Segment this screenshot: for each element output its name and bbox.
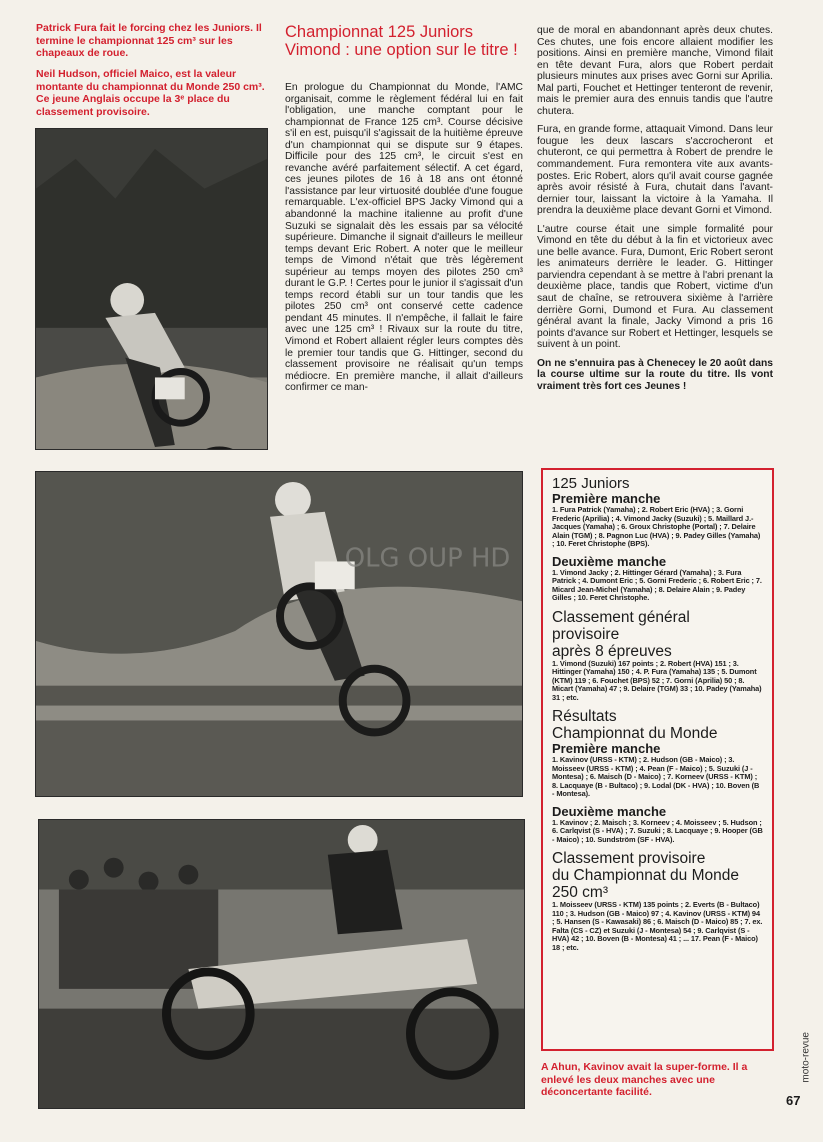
article-paragraph: L'autre course était une simple formalité pour Vimond en tête du début à la fin et victorieux avec une belle avance. Fura, Dumont, Eric Robert seront les animateurs derrière le leader. G. Hittinger parviendra cependant à se mettre à l'abri prenant la deuxième place, tandis que Robert, victime d'un saut de chaîne, se retrouvera sixième à l'arrière derrière Gorni, Dumond et Fura. Au classement général avant la finale, Jacky Vimond a pris 16 points d'avance sur Robert et Hettinger, lesquels se suivent à un point. — [537, 223, 773, 351]
photo-caption-kavinov: A Ahun, Kavinov avait la super-forme. Il a enlevé les deux manches avec une déconcertante facilité. — [541, 1061, 748, 1098]
photo-rider-fura — [35, 128, 268, 450]
results-heading-classement-general: Classement général — [552, 608, 690, 626]
results-title-125-juniors: 125 Juniors — [552, 475, 630, 492]
results-heading-classement-provisoire: Classement provisoire — [552, 850, 706, 867]
results-heading-resultats: Résultats — [552, 708, 617, 725]
article-column-1 — [285, 82, 523, 452]
results-box — [541, 468, 774, 1051]
results-heading-monde-manche-1: Première manche — [552, 741, 661, 756]
photo-rider-hudson-image — [36, 472, 522, 796]
article-paragraph: Fura, en grande forme, attaquait Vimond. Dans leur fougue les deux lascars s'accrocheront et chuteront, ce qui permettra à Robert de prendre le commandement. Fura remontera vite aux avants-postes. Eric Robert, alors qu'il avait course gagnée après avoir résisté à Fura, chutait dans l'avant-dernier tour, laissant la victoire à la Yamaha. Il prendra la deuxième place devant Gorni et Vimond. — [537, 124, 773, 217]
results-heading-championnat-monde: Championnat du Monde — [552, 725, 718, 742]
results-text-classement-general: 1. Vimond (Suzuki) 167 points ; 2. Robert (HVA) 151 ; 3. Hittinger (Yamaha) 150 ; 4. P. Fura (Yamaha) 135 ; 5. Dumont (KTM) 119 ; 6. Fouchet (BPS) 52 ; 7. Gorni (Aprilia) 50 ; 8. Micart (Yamaha) 47 ; 9. Delaire (TGM) 33 ; 10. Padey (Yamaha) 31 ; etc. — [552, 658, 762, 702]
results-text-classement-monde: 1. Moisseev (URSS - KTM) 135 points ; 2. Everts (B - Bultaco) 110 ; 3. Hudson (GB - Maico) 97 ; 4. Kavinov (URSS - KTM) 94 ; 5. Hansen (S - Kawasaki) 86 ; 6. Maisch (D - Maico) 85 ; 7. ex. Falta (CS - CZ) et Suzuki (J - Montesa) 54 ; 9. Carlqvist (S - HVA) 42 ; 10. Boven (B - Montesa) 41 ; ... 17. Pean (F - Maico) 18 ; etc. — [552, 900, 763, 952]
article-paragraph: On ne s'ennuira pas à Chenecey le 20 août dans la course ultime sur la route du titre. Ils vont vraiment très fort ces Jeunes ! — [537, 357, 773, 392]
photo-caption-hudson: Neil Hudson, officiel Maico, est la valeur montante du championnat du Monde 250 cm³. Ce jeune Anglais occupe la 3ᵉ place du classement provisoire. — [36, 68, 265, 118]
photo-caption-fura: Patrick Fura fait le forcing chez les Juniors. Il termine le championnat 125 cm³ sur les chapeaux de roue. — [36, 22, 262, 59]
photo-rider-hudson — [35, 471, 523, 797]
results-text-manche-1: 1. Fura Patrick (Yamaha) ; 2. Robert Eric (HVA) ; 3. Gorni Frederic (Aprilia) ; 4. Vimond Jacky (Suzuki) ; 5. Maillard J.-Jacques (Yamaha) ; 6. Groux Christophe (Portal) ; 7. Delaire Alain (TGM) ; 8. Pagnon Luc (HVA) ; 9. Padey Gilles (Yamaha) ; 10. Feret Christophe (BPS). — [552, 505, 761, 548]
page-number: 67 — [786, 1093, 801, 1108]
photo-rider-fura-image — [36, 129, 267, 449]
magazine-name: moto-revue — [801, 1032, 812, 1083]
article-column-2 — [537, 25, 773, 465]
results-heading-manche-1: Première manche — [552, 491, 661, 506]
results-heading-apres-8: après 8 épreuves — [552, 642, 672, 660]
article-paragraph: En prologue du Championnat du Monde, l'AMC organisait, comme le règlement fédéral lui en fait l'obligation, une manche comptant pour le championnat de France 125 cm³. Course décisive s'il en est, puisqu'il s'agissait de la huitième épreuve d'un championnat qui se dispute sur 9 étapes. Difficile pour des 125 cm³, le circuit s'est en revanche avéré parfaitement sélectif. A cet égard, ces jeunes pilotes de 16 à 18 ans ont étonné l'assistance par leur virtuosité doublée d'une fougue remarquable. L'ex-officiel BPS Jacky Vimond qui a abandonné la machine italienne au profit d'une Suzuki se signalait dès les essais par sa vélocité supérieure. Dimanche il signait d'ailleurs le meilleur temps devant Eric Robert. A noter que le meilleur temps de Vimond n'était que très légèrement supérieur au temps moyen des pilotes 250 cm³ durant le G.P. ! Certes pour le junior il s'agissait d'un temps record établi sur un tour tandis que les pilotes 250 cm³ ont conservé cette cadence pendant 45 minutes. Il n'empêche, il fallait le faire avec une 125 cm³ ! Rivaux sur la route du titre, Vimond et Robert allaient régler leurs comptes dès le premier tour tandis que G. Hittinger, second du classement provisoire ne réalisait qu'un temps médiocre. En première manche, il allait d'ailleurs confirmer ce man- — [285, 82, 523, 394]
results-heading-250: 250 cm³ — [552, 884, 608, 901]
article-headline: Championnat 125 Juniors Vimond : une option sur le titre ! — [285, 23, 518, 59]
photo-rider-kavinov-image — [39, 820, 524, 1108]
watermark-text: OLG OUP HD — [344, 543, 511, 574]
photo-rider-kavinov — [38, 819, 525, 1109]
results-text-monde-manche-1: 1. Kavinov (URSS - KTM) ; 2. Hudson (GB - Maico) ; 3. Moisseev (URSS - KTM) ; 4. Pean (F - Maico) ; 5. Suzuki (J - Montesa) ; 6. Maisch (D - Maico) ; 7. Korneev (URSS - KTM) ; 8. Lacquaye (B - Bultaco) ; 9. Lodal (DK - HVA) ; 10. Boven (B - Montesa). — [552, 755, 760, 798]
results-heading-provisoire: provisoire — [552, 625, 620, 643]
article-paragraph: que de moral en abandonnant après deux chutes. Ces chutes, une fois encore allaient modifier les positions. Ainsi en première manche, Vimond filait en tête devant Fura, alors que Robert perdait plusieurs minutes aux prises avec Gorni sur Aprilia. Mal parti, Fouchet et Hettinger tenteront de revenir, mais le premier aura des ennuis tandis que l'autre chutera. — [537, 25, 773, 117]
results-text-manche-2: 1. Vimond Jacky ; 2. Hittinger Gérard (Yamaha) ; 3. Fura Patrick ; 4. Dumont Eric ; 5. Gorni Frederic ; 6. Robert Eric ; 7. Micard Jean-Michel (Yamaha) ; 8. Delaire Alain ; 9. Padey Gilles ; 10. Feret Christophe. — [552, 567, 762, 602]
results-heading-monde-manche-2: Deuxième manche — [552, 803, 667, 819]
results-heading-du-championnat: du Championnat du Monde — [552, 867, 739, 884]
results-heading-manche-2: Deuxième manche — [552, 553, 667, 569]
results-text-monde-manche-2: 1. Kavinov ; 2. Maisch ; 3. Korneev ; 4. Moisseev ; 5. Hudson ; 6. Carlqvist (S - HVA) ; 7. Suzuki ; 8. Lacquaye ; 9. Hooper (GB - Maico) ; 10. Sundström (SF - HVA). — [552, 817, 763, 844]
